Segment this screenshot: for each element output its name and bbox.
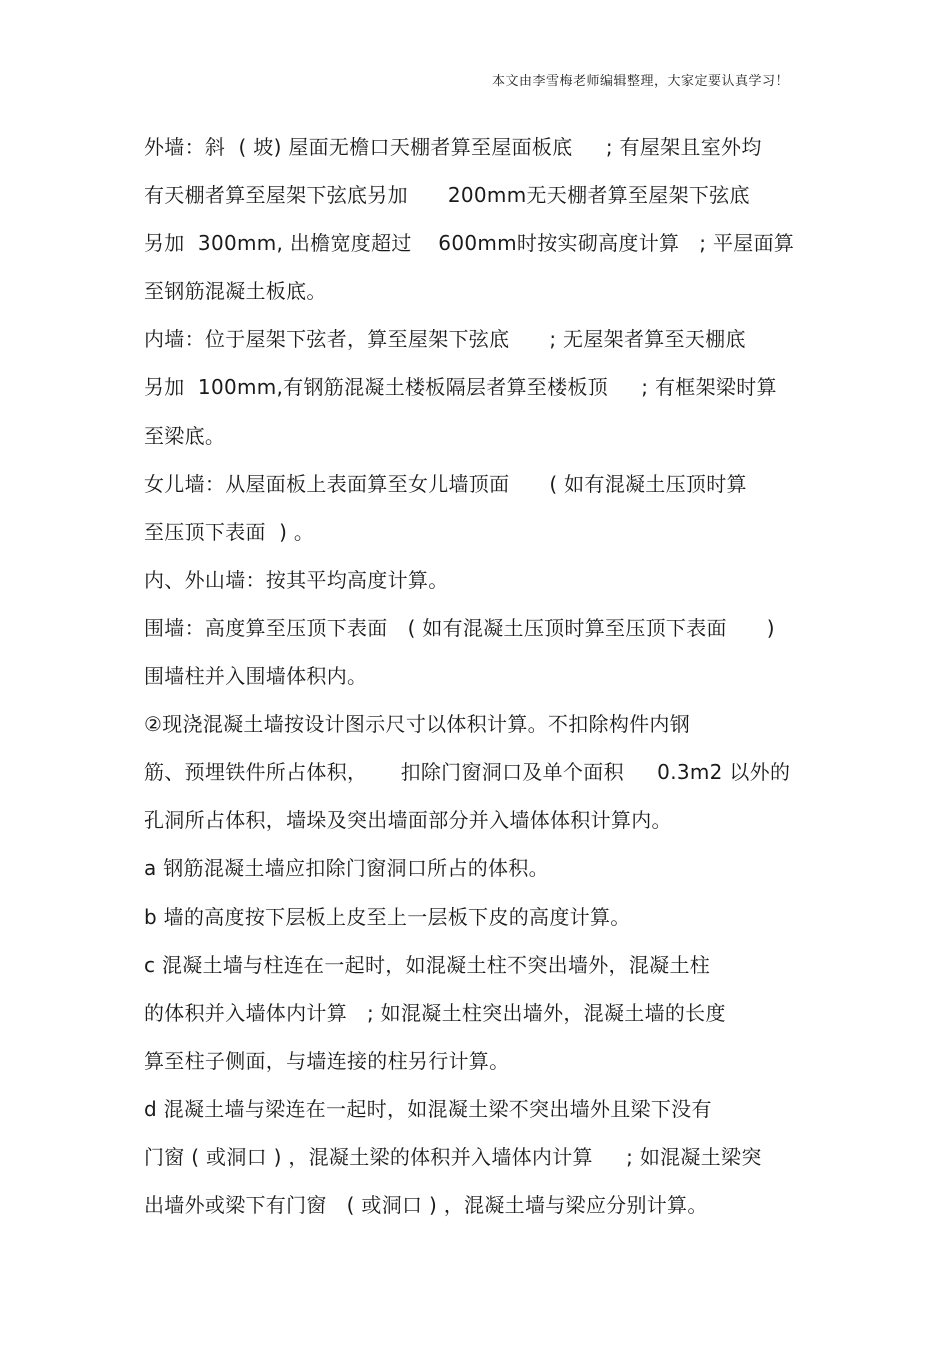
text-line: 另加 100mm,有钢筋混凝土楼板隔层者算至楼板顶 ; 有框架梁时算	[144, 375, 777, 400]
text-line: ②现浇混凝土墙按设计图示尺寸以体积计算。不扣除构件内钢	[144, 712, 691, 737]
text-line: 至梁底。	[144, 423, 226, 448]
text-line: 孔洞所占体积，墙垛及突出墙面部分并入墙体体积计算内。	[144, 808, 672, 833]
header-note: 本文由李雪梅老师编辑整理，大家定要认真学习！	[492, 74, 790, 89]
text-line: d 混凝土墙与梁连在一起时，如混凝土梁不突出墙外且梁下没有	[144, 1096, 712, 1121]
text-line: 另加 300mm, 出檐宽度超过 600mm时按实砌高度计算 ; 平屋面算	[144, 231, 795, 256]
text-line: 算至柱子侧面，与墙连接的柱另行计算。	[144, 1048, 510, 1073]
text-line: 至钢筋混凝土板底。	[144, 279, 327, 304]
text-line: 的体积并入墙体内计算 ; 如混凝土柱突出墙外，混凝土墙的长度	[144, 1000, 726, 1025]
text-line: 内墙：位于屋架下弦者，算至屋架下弦底 ; 无屋架者算至天棚底	[144, 327, 746, 352]
text-line: 内、外山墙：按其平均高度计算。	[144, 567, 449, 592]
text-line: 围墙：高度算至压顶下表面 ( 如有混凝土压顶时算至压顶下表面 )	[144, 615, 775, 640]
text-line: 至压顶下表面 ) 。	[144, 519, 315, 544]
text-line: b 墙的高度按下层板上皮至上一层板下皮的高度计算。	[144, 904, 631, 929]
text-line: 有天棚者算至屋架下弦底另加 200mm无天棚者算至屋架下弦底	[144, 183, 750, 208]
text-line: 女儿墙：从屋面板上表面算至女儿墙顶面 ( 如有混凝土压顶时算	[144, 471, 747, 496]
text-line: a 钢筋混凝土墙应扣除门窗洞口所占的体积。	[144, 856, 549, 881]
text-line: c 混凝土墙与柱连在一起时，如混凝土柱不突出墙外，混凝土柱	[144, 952, 711, 977]
text-line: 门窗 ( 或洞口 ) ，混凝土梁的体积并入墙体内计算 ; 如混凝土梁突	[144, 1144, 762, 1169]
text-line: 外墙：斜 ( 坡) 屋面无檐口天棚者算至屋面板底 ; 有屋架且室外均	[144, 135, 762, 159]
text-line: 筋、预埋铁件所占体积， 扣除门窗洞口及单个面积 0.3m2 以外的	[144, 760, 791, 785]
text-line: 围墙柱并入围墙体积内。	[144, 664, 368, 689]
text-line: 出墙外或梁下有门窗 ( 或洞口 ) ，混凝土墙与梁应分别计算。	[144, 1193, 708, 1218]
body-text	[144, 123, 824, 1229]
